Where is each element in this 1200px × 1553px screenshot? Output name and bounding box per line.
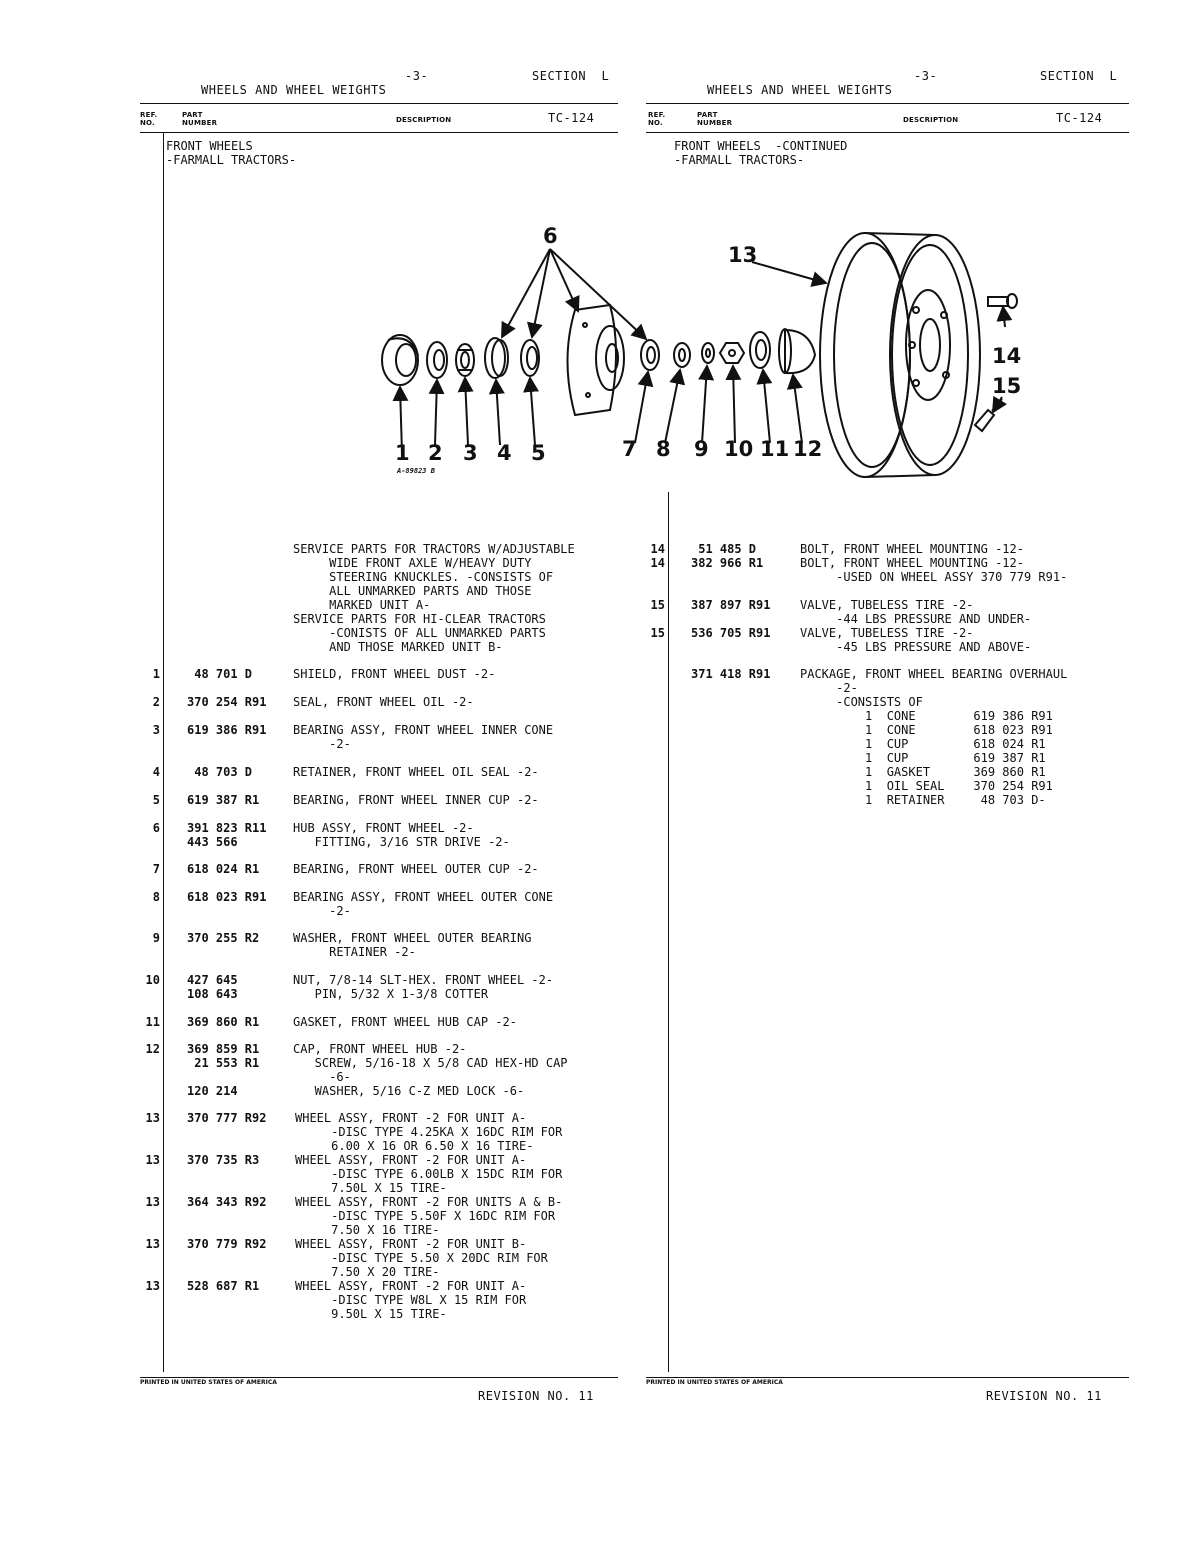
model-number: TC-124 (548, 111, 595, 125)
ref-no: 14 14 (650, 542, 665, 570)
page-number: -3- (405, 69, 429, 83)
col-desc-header: DESCRIPTION (396, 116, 452, 124)
callout-8: 8 (656, 437, 671, 461)
header-rule-bottom (140, 132, 618, 133)
callout-7: 7 (622, 437, 637, 461)
part-description: PACKAGE, FRONT WHEEL BEARING OVERHAUL -2- -CONSISTS OF 1 CONE 619 386 R91 1 CONE 618 023 R91 1 CUP 618 024 R1 1 CUP 619 387 R1 1 GASKET 369 860 R1 1 OIL SEAL 370 254 R91 1 RETAINER 48 703 D- (800, 667, 1068, 807)
hub-part (568, 305, 625, 415)
footer-rule (140, 1377, 618, 1378)
part-number: 48 701 D (187, 667, 253, 681)
part-number: 536 705 R91 (691, 626, 771, 640)
ref-no: 13 (145, 1153, 160, 1167)
part-description: WASHER, FRONT WHEEL OUTER BEARING RETAINER -2- (293, 931, 532, 959)
section-label: SECTION L (1040, 69, 1118, 83)
ref-column-divider (668, 492, 669, 1372)
section-subheading: -FARMALL TRACTORS- (674, 153, 805, 167)
callout-4: 4 (497, 441, 512, 465)
part-number: 370 254 R91 (187, 695, 267, 709)
ref-no: 5 (152, 793, 160, 807)
part-description: WHEEL ASSY, FRONT -2 FOR UNIT A- -DISC TYPE 6.00LB X 15DC RIM FOR 7.50L X 15 TIRE- (295, 1153, 563, 1195)
part-number: 387 897 R91 (691, 598, 771, 612)
section-heading: FRONT WHEELS (166, 139, 253, 153)
part-description: NUT, 7/8-14 SLT-HEX. FRONT WHEEL -2- PIN, 5/32 X 1-3/8 COTTER (293, 973, 554, 1001)
printed-notice: PRINTED IN UNITED STATES OF AMERICA (646, 1379, 783, 1386)
part-description: BEARING ASSY, FRONT WHEEL INNER CONE -2- (293, 723, 554, 751)
callout-6: 6 (543, 224, 558, 248)
callout-15: 15 (992, 374, 1022, 398)
page-title: WHEELS AND WHEEL WEIGHTS (201, 83, 387, 97)
header-rule-top (140, 103, 618, 104)
callout-13: 13 (728, 243, 758, 267)
part-number: 51 485 D 382 966 R1 (691, 542, 764, 570)
exploded-view-diagram (360, 215, 1040, 485)
part-number: 364 343 R92 (187, 1195, 267, 1209)
part-number: 619 386 R91 (187, 723, 267, 737)
col-ref-header: REF. NO. (140, 111, 158, 127)
mounting-bolt-part (988, 294, 1017, 308)
ref-no: 13 (145, 1195, 160, 1209)
part-description: WHEEL ASSY, FRONT -2 FOR UNITS A & B- -DISC TYPE 5.50F X 16DC RIM FOR 7.50 X 16 TIRE- (295, 1195, 563, 1237)
part-number: 528 687 R1 (187, 1279, 260, 1293)
col-part-header: PART NUMBER (697, 111, 733, 127)
ref-no: 6 (152, 821, 160, 835)
page-title: WHEELS AND WHEEL WEIGHTS (707, 83, 893, 97)
callout-12: 12 (793, 437, 823, 461)
ref-no: 13 (145, 1237, 160, 1251)
page-number: -3- (914, 69, 938, 83)
washer-part (702, 343, 714, 363)
part-number: 371 418 R91 (691, 667, 771, 681)
inner-cup-part (521, 340, 539, 376)
col-desc-header: DESCRIPTION (903, 116, 959, 124)
ref-no: 15 (650, 626, 665, 640)
oil-seal-part (427, 342, 447, 378)
ref-no: 13 (145, 1111, 160, 1125)
col-ref-header: REF. NO. (648, 111, 666, 127)
inner-cone-part (456, 344, 474, 376)
ref-no: 11 (145, 1015, 160, 1029)
part-description: BEARING ASSY, FRONT WHEEL OUTER CONE -2- (293, 890, 554, 918)
part-number: 618 024 R1 (187, 862, 260, 876)
part-description: CAP, FRONT WHEEL HUB -2- SCREW, 5/16-18 X 5/8 CAD HEX-HD CAP -6- WASHER, 5/16 C-Z MED LOCK -6- (293, 1042, 568, 1098)
model-number: TC-124 (1056, 111, 1103, 125)
part-description: VALVE, TUBELESS TIRE -2- -44 LBS PRESSURE AND UNDER- (800, 598, 1032, 626)
part-description: RETAINER, FRONT WHEEL OIL SEAL -2- (293, 765, 539, 779)
revision-label: REVISION NO. 11 (478, 1389, 594, 1403)
part-description: VALVE, TUBELESS TIRE -2- -45 LBS PRESSURE AND ABOVE- (800, 626, 1032, 654)
part-number: 370 777 R92 (187, 1111, 267, 1125)
outer-cone-part (674, 343, 690, 367)
ref-no: 3 (152, 723, 160, 737)
callout-10: 10 (724, 437, 754, 461)
part-description: WHEEL ASSY, FRONT -2 FOR UNIT B- -DISC TYPE 5.50 X 20DC RIM FOR 7.50 X 20 TIRE- (295, 1237, 548, 1279)
printed-notice: PRINTED IN UNITED STATES OF AMERICA (140, 1379, 277, 1386)
nut-part (720, 343, 744, 363)
part-description: HUB ASSY, FRONT WHEEL -2- FITTING, 3/16 STR DRIVE -2- (293, 821, 510, 849)
ref-no: 15 (650, 598, 665, 612)
ref-no: 4 (152, 765, 160, 779)
part-number: 48 703 D (187, 765, 253, 779)
wheel-part (820, 233, 980, 477)
part-number: 370 255 R2 (187, 931, 260, 945)
header-rule-bottom (646, 132, 1129, 133)
outer-cup-part (641, 340, 659, 370)
part-description: WHEEL ASSY, FRONT -2 FOR UNIT A- -DISC TYPE 4.25KA X 16DC RIM FOR 6.00 X 16 OR 6.50 X 16 TIRE- (295, 1111, 563, 1153)
ref-no: 7 (152, 862, 160, 876)
part-number: 391 823 R11 443 566 (187, 821, 267, 849)
callout-11: 11 (760, 437, 790, 461)
part-number: 619 387 R1 (187, 793, 260, 807)
ref-column-divider (163, 132, 164, 1372)
section-heading: FRONT WHEELS -CONTINUED (674, 139, 848, 153)
callout-1: 1 (395, 441, 410, 465)
gasket-part (750, 332, 770, 368)
ref-no: 9 (152, 931, 160, 945)
part-description: BOLT, FRONT WHEEL MOUNTING -12- BOLT, FRONT WHEEL MOUNTING -12- -USED ON WHEEL ASSY 370 779 R91- (800, 542, 1068, 584)
callout-14: 14 (992, 344, 1022, 368)
part-number: 618 023 R91 (187, 890, 267, 904)
ref-no: 10 (145, 973, 160, 987)
revision-label: REVISION NO. 11 (986, 1389, 1102, 1403)
part-description: WHEEL ASSY, FRONT -2 FOR UNIT A- -DISC TYPE W8L X 15 RIM FOR 9.50L X 15 TIRE- (295, 1279, 527, 1321)
ref-no: 8 (152, 890, 160, 904)
part-number: 370 779 R92 (187, 1237, 267, 1251)
footer-rule (646, 1377, 1129, 1378)
part-description: SHIELD, FRONT WHEEL DUST -2- (293, 667, 496, 681)
col-part-header: PART NUMBER (182, 111, 218, 127)
section-subheading: -FARMALL TRACTORS- (166, 153, 297, 167)
ref-no: 12 (145, 1042, 160, 1056)
callout-9: 9 (694, 437, 709, 461)
ref-no: 1 (152, 667, 160, 681)
part-description: SEAL, FRONT WHEEL OIL -2- (293, 695, 474, 709)
header-rule-top (646, 103, 1129, 104)
part-number: 369 860 R1 (187, 1015, 260, 1029)
ref-no: 13 (145, 1279, 160, 1293)
part-description: BEARING, FRONT WHEEL INNER CUP -2- (293, 793, 539, 807)
figure-id: A-89823 B (397, 467, 435, 475)
hub-cap-part (779, 329, 815, 373)
part-description: BEARING, FRONT WHEEL OUTER CUP -2- (293, 862, 539, 876)
callout-2: 2 (428, 441, 443, 465)
part-description: GASKET, FRONT WHEEL HUB CAP -2- (293, 1015, 517, 1029)
part-number: 427 645 108 643 (187, 973, 238, 1001)
dust-shield-part (382, 335, 418, 385)
callout-3: 3 (463, 441, 478, 465)
retainer-part (485, 338, 508, 378)
part-number: 369 859 R1 21 553 R1 120 214 (187, 1042, 260, 1098)
callout-5: 5 (531, 441, 546, 465)
ref-no: 2 (152, 695, 160, 709)
section-label: SECTION L (532, 69, 610, 83)
part-number: 370 735 R3 (187, 1153, 260, 1167)
service-note: SERVICE PARTS FOR TRACTORS W/ADJUSTABLE WIDE FRONT AXLE W/HEAVY DUTY STEERING KNUCKLES. -CONSISTS OF ALL UNMARKED PARTS AND THOSE MARKED UNIT A- SERVICE PARTS FOR HI-CLEAR TRACTORS -CONISTS OF ALL UNMARKED PARTS AND THOSE MARKED UNIT B- (293, 542, 575, 654)
